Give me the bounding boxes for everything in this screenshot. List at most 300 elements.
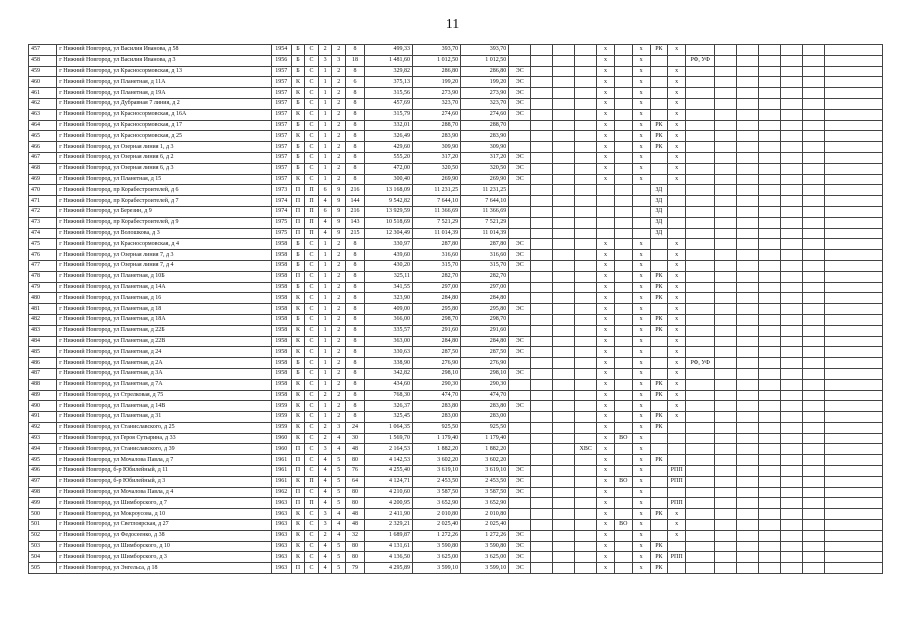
cell-address: г Нижний Новгород, б-р Юбилейный, д 11	[57, 466, 272, 477]
cell-year: 1957	[271, 163, 291, 174]
cell-c12	[531, 552, 553, 563]
cell-year: 1957	[271, 109, 291, 120]
cell-c17: x	[632, 163, 650, 174]
cell-c15	[597, 217, 615, 228]
cell-c22	[737, 368, 759, 379]
cell-c19: x	[668, 530, 686, 541]
cell-c20	[686, 206, 715, 217]
cell-c26	[825, 433, 883, 444]
cell-c13	[553, 131, 575, 142]
table-row	[29, 476, 883, 487]
cell-c12	[531, 379, 553, 390]
cell-c23	[759, 142, 781, 153]
cell-c19: x	[668, 520, 686, 531]
cell-num: 498	[29, 487, 57, 498]
cell-c19	[668, 422, 686, 433]
cell-address: г Нижний Новгород, ул Мочалова Павла, д 4	[57, 487, 272, 498]
table-row	[29, 509, 883, 520]
cell-c15: x	[597, 509, 615, 520]
cell-c6: 2	[332, 325, 346, 336]
cell-c18	[650, 368, 668, 379]
cell-address: г Нижний Новгород, ул Красносормовская, д 13	[57, 66, 272, 77]
cell-c25	[803, 77, 825, 88]
cell-c22	[737, 433, 759, 444]
cell-c26	[825, 325, 883, 336]
cell-c24	[781, 466, 803, 477]
cell-c14	[575, 541, 597, 552]
cell-c7: 8	[346, 368, 365, 379]
cell-c21	[715, 217, 737, 228]
cell-c13	[553, 55, 575, 66]
cell-address: г Нижний Новгород, ул Красносормовская, д 25	[57, 131, 272, 142]
cell-c5: 3	[318, 444, 332, 455]
cell-c8: 2 164,53	[364, 444, 412, 455]
cell-c25	[803, 358, 825, 369]
cell-c15: x	[597, 444, 615, 455]
cell-c9: 2 453,50	[413, 476, 461, 487]
cell-c22	[737, 152, 759, 163]
cell-c11	[509, 390, 531, 401]
cell-c19	[668, 444, 686, 455]
cell-c12	[531, 260, 553, 271]
cell-num: 463	[29, 109, 57, 120]
cell-c5: 1	[318, 412, 332, 423]
cell-c17: x	[632, 347, 650, 358]
cell-c6: 2	[332, 390, 346, 401]
cell-c11	[509, 142, 531, 153]
table-row	[29, 185, 883, 196]
cell-address: г Нижний Новгород, ул Планетная, д 19А	[57, 88, 272, 99]
cell-c13	[553, 422, 575, 433]
cell-c6: 2	[332, 271, 346, 282]
cell-c17: x	[632, 66, 650, 77]
cell-c25	[803, 325, 825, 336]
cell-c9: 269,90	[413, 174, 461, 185]
cell-c14	[575, 250, 597, 261]
cell-num: 460	[29, 77, 57, 88]
cell-c17: x	[632, 466, 650, 477]
cell-c12	[531, 530, 553, 541]
table-row	[29, 336, 883, 347]
cell-c21	[715, 422, 737, 433]
cell-c11: ЭС	[509, 336, 531, 347]
cell-c18	[650, 109, 668, 120]
cell-c18: РК	[650, 271, 668, 282]
cell-c9: 11 366,69	[413, 206, 461, 217]
cell-c4: С	[305, 163, 319, 174]
cell-c14	[575, 358, 597, 369]
cell-c11	[509, 228, 531, 239]
cell-c7: 8	[346, 271, 365, 282]
cell-c7: 8	[346, 131, 365, 142]
cell-c25	[803, 444, 825, 455]
cell-c18	[650, 239, 668, 250]
cell-c17	[632, 228, 650, 239]
cell-c6: 5	[332, 455, 346, 466]
cell-c12	[531, 55, 553, 66]
cell-c16	[614, 282, 632, 293]
cell-c3: К	[291, 336, 305, 347]
cell-c4: С	[305, 455, 319, 466]
table-row	[29, 239, 883, 250]
cell-c9: 287,80	[413, 239, 461, 250]
cell-c11	[509, 196, 531, 207]
cell-c26	[825, 379, 883, 390]
cell-address: г Нижний Новгород, ул Стрелковая, д 75	[57, 390, 272, 401]
cell-c21	[715, 152, 737, 163]
cell-num: 469	[29, 174, 57, 185]
cell-c6: 9	[332, 206, 346, 217]
cell-c11	[509, 55, 531, 66]
cell-c12	[531, 217, 553, 228]
cell-c11	[509, 217, 531, 228]
cell-c23	[759, 476, 781, 487]
cell-c3: Б	[291, 120, 305, 131]
cell-c26	[825, 552, 883, 563]
cell-c11: ЭС	[509, 163, 531, 174]
cell-c7: 8	[346, 174, 365, 185]
cell-c22	[737, 98, 759, 109]
cell-c3: Б	[291, 239, 305, 250]
cell-year: 1959	[271, 422, 291, 433]
cell-c10: 297,00	[461, 282, 509, 293]
cell-c3: К	[291, 552, 305, 563]
cell-c7: 48	[346, 520, 365, 531]
cell-c19: x	[668, 304, 686, 315]
cell-c14	[575, 260, 597, 271]
cell-year: 1960	[271, 433, 291, 444]
cell-c15: x	[597, 55, 615, 66]
cell-address: г Нижний Новгород, б-р Юбилейный, д 3	[57, 476, 272, 487]
cell-c12	[531, 88, 553, 99]
cell-c9: 276,90	[413, 358, 461, 369]
cell-c7: 79	[346, 563, 365, 574]
cell-c3: Б	[291, 250, 305, 261]
cell-c8: 499,33	[364, 45, 412, 56]
cell-year: 1961	[271, 466, 291, 477]
cell-c20	[686, 304, 715, 315]
cell-address: г Нижний Новгород, ул Планетная, д 16	[57, 293, 272, 304]
cell-c10: 3 602,20	[461, 455, 509, 466]
cell-c13	[553, 563, 575, 574]
cell-c11	[509, 206, 531, 217]
cell-num: 478	[29, 271, 57, 282]
cell-c6: 2	[332, 174, 346, 185]
cell-c9: 2 025,40	[413, 520, 461, 531]
cell-c18	[650, 487, 668, 498]
cell-c15	[597, 228, 615, 239]
table-row	[29, 401, 883, 412]
cell-c12	[531, 120, 553, 131]
cell-c5: 1	[318, 66, 332, 77]
cell-c24	[781, 88, 803, 99]
cell-c4: С	[305, 174, 319, 185]
cell-c11: ЭС	[509, 260, 531, 271]
cell-address: г Нижний Новгород, ул Планетная, д 3А	[57, 368, 272, 379]
cell-c3: К	[291, 131, 305, 142]
cell-c16	[614, 260, 632, 271]
cell-c14	[575, 368, 597, 379]
cell-c15	[597, 196, 615, 207]
cell-c13	[553, 88, 575, 99]
cell-c19: x	[668, 142, 686, 153]
cell-c22	[737, 347, 759, 358]
cell-c26	[825, 347, 883, 358]
cell-c11	[509, 509, 531, 520]
cell-c8: 1 064,35	[364, 422, 412, 433]
cell-c4: П	[305, 498, 319, 509]
cell-c20	[686, 325, 715, 336]
cell-c9: 288,70	[413, 120, 461, 131]
cell-c18: РК	[650, 120, 668, 131]
cell-c9: 316,60	[413, 250, 461, 261]
cell-c11: ЭС	[509, 563, 531, 574]
cell-c14	[575, 142, 597, 153]
cell-c6: 4	[332, 530, 346, 541]
cell-c7: 8	[346, 88, 365, 99]
cell-c16	[614, 509, 632, 520]
cell-c25	[803, 185, 825, 196]
cell-num: 459	[29, 66, 57, 77]
cell-c24	[781, 379, 803, 390]
cell-c14	[575, 131, 597, 142]
cell-c7: 48	[346, 509, 365, 520]
cell-c26	[825, 196, 883, 207]
cell-c22	[737, 325, 759, 336]
cell-c16	[614, 293, 632, 304]
cell-c3: К	[291, 77, 305, 88]
cell-c21	[715, 412, 737, 423]
cell-c6: 4	[332, 520, 346, 531]
cell-c3: П	[291, 217, 305, 228]
cell-c25	[803, 250, 825, 261]
cell-c22	[737, 282, 759, 293]
table-row	[29, 152, 883, 163]
cell-c21	[715, 185, 737, 196]
cell-num: 475	[29, 239, 57, 250]
cell-c10: 3 625,00	[461, 552, 509, 563]
cell-c18	[650, 401, 668, 412]
cell-c8: 4 142,53	[364, 455, 412, 466]
table-row	[29, 498, 883, 509]
cell-c5: 1	[318, 314, 332, 325]
cell-c16	[614, 271, 632, 282]
cell-c14	[575, 520, 597, 531]
cell-c16	[614, 401, 632, 412]
cell-address: г Нижний Новгород, ул Планетная, д 14В	[57, 401, 272, 412]
cell-c9: 3 652,90	[413, 498, 461, 509]
cell-c8: 375,13	[364, 77, 412, 88]
cell-c21	[715, 325, 737, 336]
cell-c26	[825, 314, 883, 325]
cell-c6: 5	[332, 552, 346, 563]
cell-c22	[737, 541, 759, 552]
cell-c20	[686, 520, 715, 531]
cell-c9: 11 231,25	[413, 185, 461, 196]
cell-c24	[781, 314, 803, 325]
cell-c22	[737, 293, 759, 304]
cell-year: 1963	[271, 498, 291, 509]
cell-c13	[553, 498, 575, 509]
cell-c9: 925,50	[413, 422, 461, 433]
cell-c16	[614, 347, 632, 358]
cell-c25	[803, 293, 825, 304]
cell-c11: ЭС	[509, 552, 531, 563]
cell-c23	[759, 304, 781, 315]
cell-c20	[686, 163, 715, 174]
cell-c15: x	[597, 271, 615, 282]
cell-c10: 3 587,50	[461, 487, 509, 498]
cell-year: 1958	[271, 314, 291, 325]
cell-c20	[686, 174, 715, 185]
cell-c9: 199,20	[413, 77, 461, 88]
cell-c13	[553, 336, 575, 347]
cell-c13	[553, 530, 575, 541]
cell-c3: Б	[291, 358, 305, 369]
cell-c9: 3 599,10	[413, 563, 461, 574]
cell-c8: 472,00	[364, 163, 412, 174]
cell-c23	[759, 314, 781, 325]
cell-year: 1958	[271, 390, 291, 401]
cell-c6: 2	[332, 336, 346, 347]
cell-c4: С	[305, 530, 319, 541]
cell-c10: 317,20	[461, 152, 509, 163]
cell-c18: РК	[650, 412, 668, 423]
cell-c5: 4	[318, 228, 332, 239]
cell-c8: 4 131,61	[364, 541, 412, 552]
cell-c23	[759, 250, 781, 261]
cell-c13	[553, 45, 575, 56]
cell-c9: 1 012,50	[413, 55, 461, 66]
cell-c20	[686, 131, 715, 142]
cell-c14	[575, 433, 597, 444]
cell-c6: 5	[332, 487, 346, 498]
cell-c24	[781, 196, 803, 207]
table-row	[29, 163, 883, 174]
cell-c17: x	[632, 358, 650, 369]
table-row	[29, 250, 883, 261]
cell-c16	[614, 390, 632, 401]
cell-c14	[575, 412, 597, 423]
cell-c19: x	[668, 412, 686, 423]
cell-c16	[614, 196, 632, 207]
cell-c16	[614, 325, 632, 336]
table-row	[29, 109, 883, 120]
cell-c14	[575, 314, 597, 325]
cell-c4: С	[305, 336, 319, 347]
cell-c18: РК	[650, 325, 668, 336]
cell-c8: 315,56	[364, 88, 412, 99]
cell-c24	[781, 412, 803, 423]
cell-c23	[759, 77, 781, 88]
cell-c17	[632, 196, 650, 207]
cell-c12	[531, 152, 553, 163]
cell-c16	[614, 422, 632, 433]
cell-c22	[737, 336, 759, 347]
cell-c12	[531, 66, 553, 77]
cell-c14	[575, 552, 597, 563]
cell-c15: x	[597, 152, 615, 163]
cell-c21	[715, 401, 737, 412]
cell-c9: 291,60	[413, 325, 461, 336]
cell-c17: x	[632, 336, 650, 347]
cell-c9: 284,80	[413, 293, 461, 304]
cell-c21	[715, 358, 737, 369]
cell-c13	[553, 509, 575, 520]
cell-c14	[575, 185, 597, 196]
cell-c25	[803, 228, 825, 239]
cell-c20	[686, 293, 715, 304]
cell-c4: П	[305, 217, 319, 228]
cell-num: 493	[29, 433, 57, 444]
cell-c9: 320,50	[413, 163, 461, 174]
cell-c7: 6	[346, 77, 365, 88]
cell-c19	[668, 433, 686, 444]
cell-c16	[614, 66, 632, 77]
cell-c4: С	[305, 444, 319, 455]
cell-c22	[737, 228, 759, 239]
cell-num: 496	[29, 466, 57, 477]
cell-address: г Нижний Новгород, ул Планетная, д 22В	[57, 336, 272, 347]
cell-c5: 2	[318, 433, 332, 444]
cell-c26	[825, 142, 883, 153]
cell-c15: x	[597, 174, 615, 185]
cell-c20	[686, 250, 715, 261]
cell-year: 1975	[271, 228, 291, 239]
cell-c23	[759, 66, 781, 77]
housing-registry-table	[28, 44, 883, 574]
cell-c11	[509, 282, 531, 293]
cell-c18	[650, 304, 668, 315]
cell-year: 1974	[271, 206, 291, 217]
cell-c23	[759, 466, 781, 477]
cell-c24	[781, 476, 803, 487]
cell-address: г Нижний Новгород, ул Василия Иванова, д 3	[57, 55, 272, 66]
cell-c24	[781, 358, 803, 369]
cell-c16	[614, 77, 632, 88]
cell-c13	[553, 206, 575, 217]
cell-c16	[614, 444, 632, 455]
cell-c16	[614, 455, 632, 466]
cell-c10: 3 599,10	[461, 563, 509, 574]
cell-c19: x	[668, 347, 686, 358]
cell-c13	[553, 541, 575, 552]
cell-c18: ЗД	[650, 206, 668, 217]
cell-c24	[781, 142, 803, 153]
cell-c3: П	[291, 271, 305, 282]
cell-c13	[553, 271, 575, 282]
cell-c14	[575, 66, 597, 77]
cell-c10: 323,70	[461, 98, 509, 109]
cell-c5: 6	[318, 185, 332, 196]
cell-c16	[614, 304, 632, 315]
cell-c16: ВО	[614, 520, 632, 531]
cell-c6: 2	[332, 131, 346, 142]
cell-address: г Нижний Новгород, ул Станиславского, д 39	[57, 444, 272, 455]
cell-c8: 342,82	[364, 368, 412, 379]
cell-c5: 4	[318, 476, 332, 487]
cell-year: 1957	[271, 131, 291, 142]
cell-c24	[781, 174, 803, 185]
cell-c17: x	[632, 476, 650, 487]
cell-c8: 409,00	[364, 304, 412, 315]
cell-c15: x	[597, 336, 615, 347]
cell-c26	[825, 88, 883, 99]
cell-c5: 1	[318, 174, 332, 185]
cell-c22	[737, 120, 759, 131]
cell-c16	[614, 131, 632, 142]
cell-c23	[759, 325, 781, 336]
